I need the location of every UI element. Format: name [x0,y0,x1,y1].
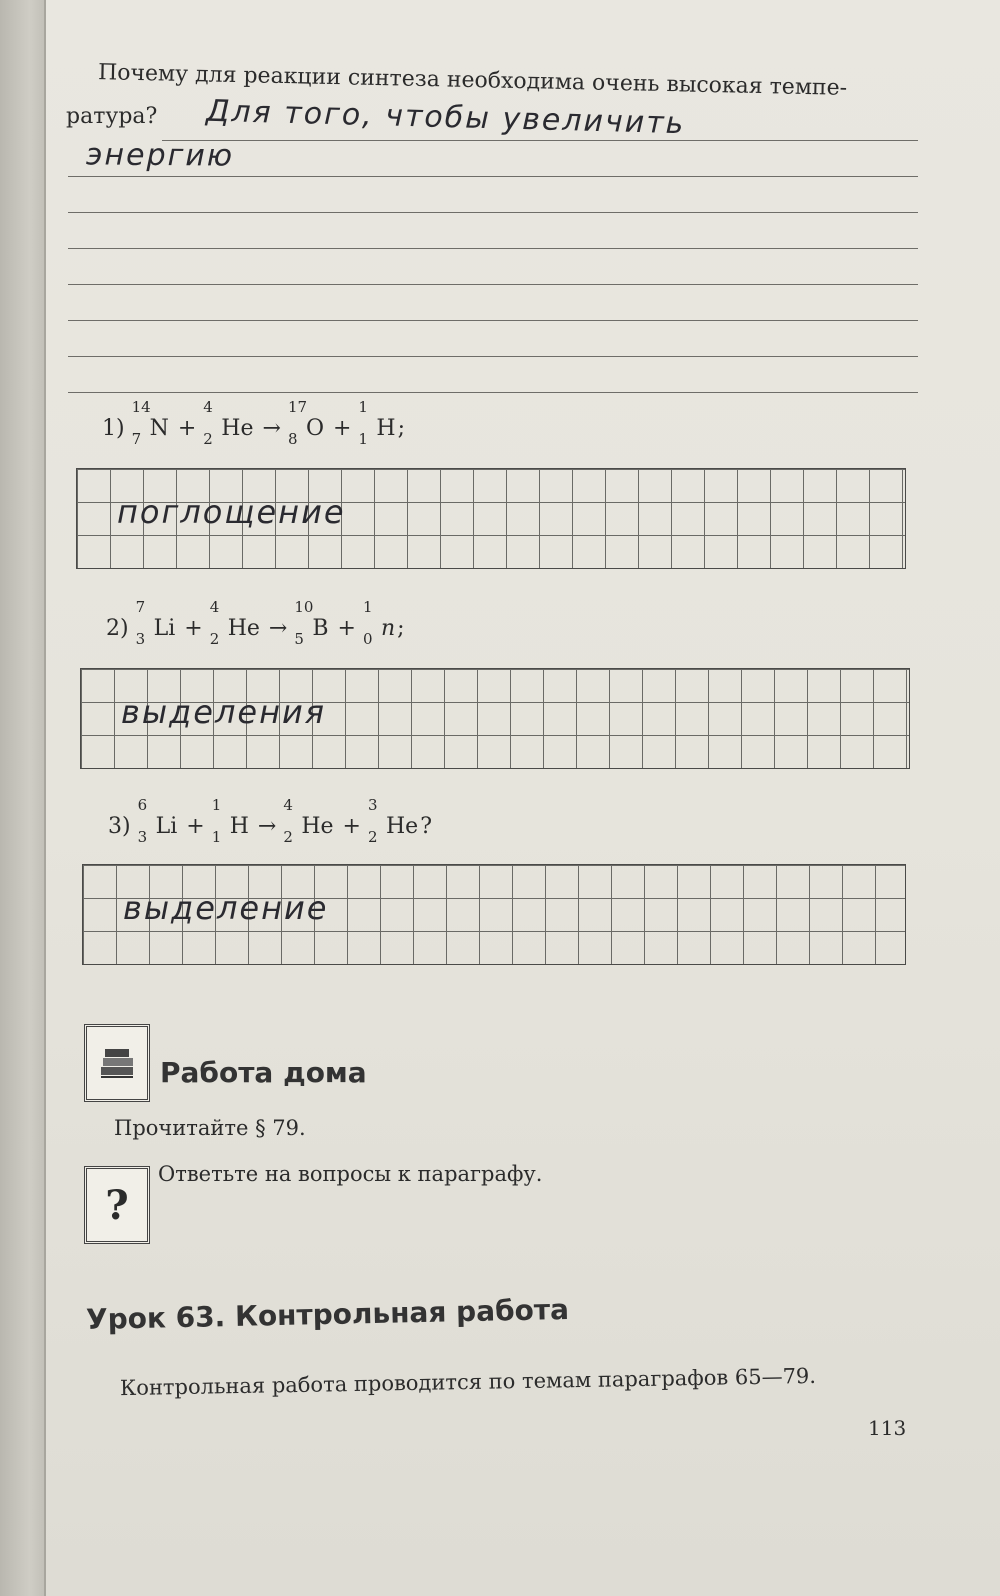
lesson-description: Контрольная работа проводится по темам параграфов 65—79. [119,1363,817,1401]
homework-answer-instruction: Ответьте на вопросы к параграфу. [158,1162,543,1186]
answer-rule [68,320,918,321]
reaction-number: 3) [108,814,131,839]
handwritten-answer-line2: энергию [85,137,235,174]
nuclide: 17 8 O [287,398,324,448]
handwritten-answer-line1: Для того, чтобы увеличить [205,93,686,142]
answer-rule [68,248,918,249]
question-text-line2: ратура? [66,104,158,129]
lesson-title: Урок 63. Контрольная работа [85,1292,570,1337]
workbook-page [44,0,1000,1596]
nuclide: 1 1 H [358,398,396,448]
previous-page-edge [0,0,50,1596]
answer-rule [68,284,918,285]
reaction-number: 2) [106,616,129,641]
reaction-1: 1) 14 7 N + 4 2 He → 17 8 O + 1 1 H; [102,398,406,448]
nuclide: 6 3 Li [137,796,178,846]
answer-grid-2[interactable] [80,668,910,769]
answer-grid-1[interactable] [76,468,906,569]
nuclide: 7 3 Li [135,598,176,648]
homework-title: Работа дома [160,1056,367,1089]
nuclide: 1 1 H [211,796,249,846]
nuclide: 1 0 n [362,598,396,648]
nuclide: 10 5 B [294,598,329,648]
answer-rule [68,392,918,393]
handwritten-answer: выделения [121,693,327,731]
reaction-3: 3) 6 3 Li + 1 1 H → 4 2 He + 3 2 He? [108,796,432,846]
answer-rule [68,356,918,357]
books-icon [84,1024,150,1102]
reaction-number: 1) [102,416,125,441]
nuclide: 3 2 He [367,796,419,846]
page-number: 113 [868,1416,907,1440]
question-text-line1: Почему для реакции синтеза необходима очень высокая темпе- [97,60,848,101]
nuclide: 14 7 N [131,398,169,448]
answer-grid-3[interactable] [82,864,906,965]
homework-read-instruction: Прочитайте § 79. [114,1116,306,1140]
nuclide: 4 2 He [203,398,254,448]
nuclide: 4 2 He [283,796,334,846]
answer-rule [68,176,918,177]
handwritten-answer: выделение [123,889,329,927]
answer-rule [68,212,918,213]
reaction-2: 2) 7 3 Li + 4 2 He → 10 5 B + 1 0 n; [106,598,405,648]
handwritten-answer: поглощение [117,493,346,531]
nuclide: 4 2 He [209,598,260,648]
answer-rule [162,140,918,141]
question-icon: ? [84,1166,150,1244]
